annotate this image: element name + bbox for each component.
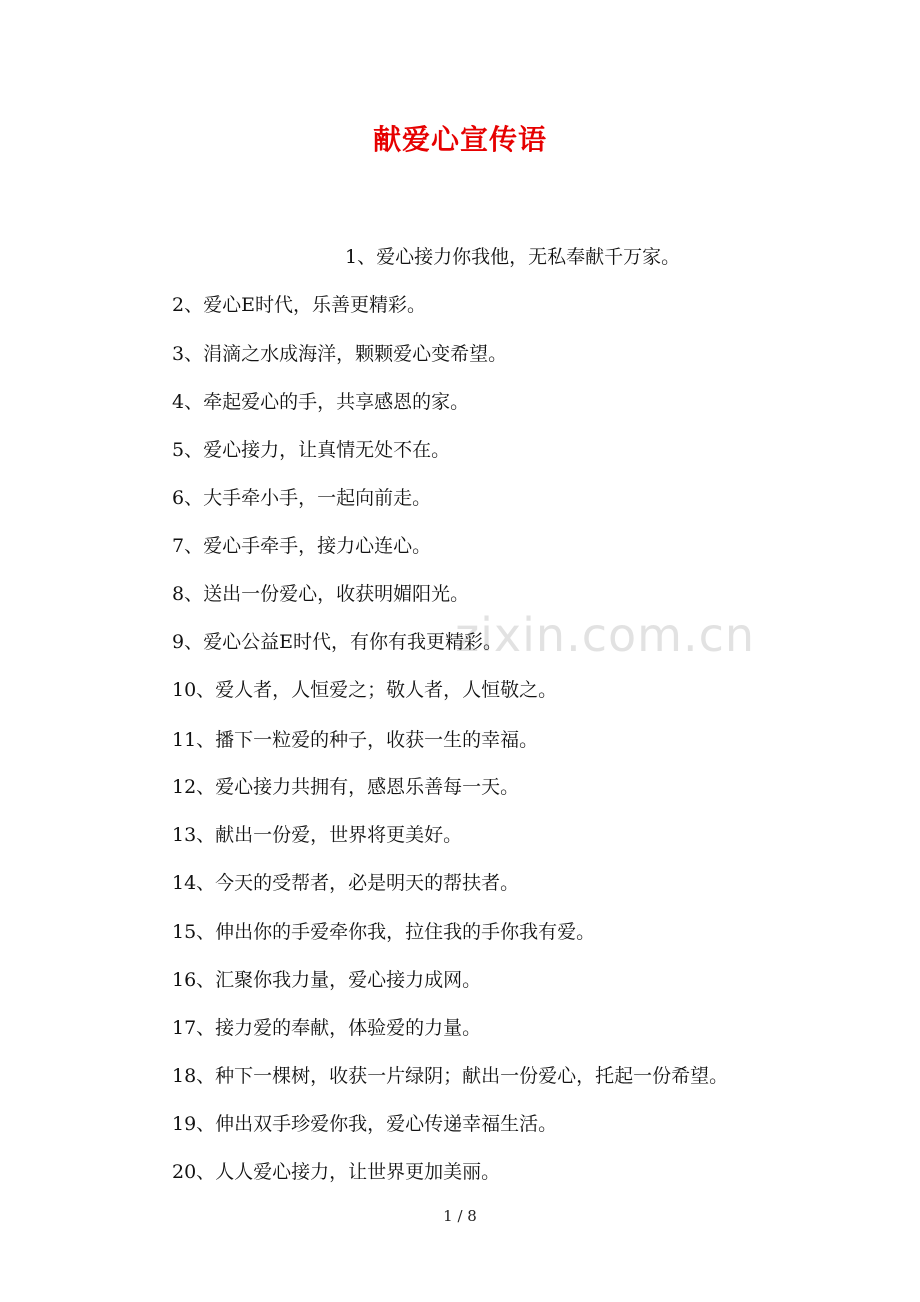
slogan-line: 11、播下一粒爱的种子，收获一生的幸福。 xyxy=(172,729,539,751)
slogan-line: 14、今天的受帮者，必是明天的帮扶者。 xyxy=(172,872,520,894)
slogan-line: 5、爱心接力，让真情无处不在。 xyxy=(172,439,451,461)
slogan-line: 6、大手牵小手，一起向前走。 xyxy=(172,487,432,509)
slogan-line: 16、汇聚你我力量，爱心接力成网。 xyxy=(172,969,482,991)
slogan-line: 13、献出一份爱，世界将更美好。 xyxy=(172,824,463,846)
slogan-line: 4、牵起爱心的手，共享感恩的家。 xyxy=(172,391,470,413)
slogan-line: 18、种下一棵树，收获一片绿阴；献出一份爱心，托起一份希望。 xyxy=(172,1065,729,1087)
slogan-line: 2、爱心E时代，乐善更精彩。 xyxy=(172,294,426,316)
slogan-line: 19、伸出双手珍爱你我，爱心传递幸福生活。 xyxy=(172,1113,558,1135)
slogan-line: 15、伸出你的手爱牵你我，拉住我的手你我有爱。 xyxy=(172,921,596,943)
slogan-line: 1、爱心接力你我他，无私奉献千万家。 xyxy=(345,246,681,268)
page-number: 1 / 8 xyxy=(443,1207,477,1225)
slogan-line: 7、爱心手牵手，接力心连心。 xyxy=(172,535,432,557)
slogan-line: 9、爱心公益E时代，有你有我更精彩。 xyxy=(172,631,502,653)
slogan-line: 8、送出一份爱心，收获明媚阳光。 xyxy=(172,583,470,605)
slogan-line: 3、涓滴之水成海洋，颗颗爱心变希望。 xyxy=(172,343,508,365)
slogan-line: 12、爱心接力共拥有，感恩乐善每一天。 xyxy=(172,776,520,798)
document-title: 献爱心宣传语 xyxy=(372,123,547,156)
slogan-line: 10、爱人者，人恒爱之；敬人者，人恒敬之。 xyxy=(172,679,558,701)
slogan-line: 20、人人爱心接力，让世界更加美丽。 xyxy=(172,1161,501,1183)
watermark-text: zixin.com.cn xyxy=(455,608,756,662)
slogan-line: 17、接力爱的奉献，体验爱的力量。 xyxy=(172,1017,482,1039)
